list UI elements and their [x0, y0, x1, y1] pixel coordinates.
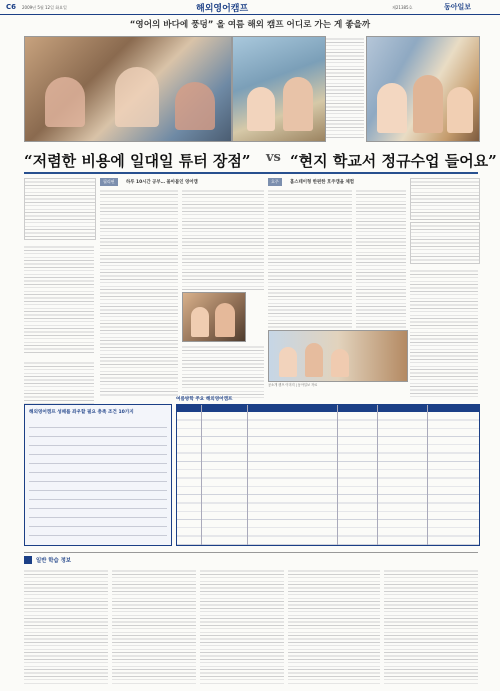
photo-classroom-left	[24, 36, 232, 142]
banner-icon	[24, 556, 32, 564]
info-box	[410, 178, 480, 220]
bottom-article-column	[384, 568, 478, 684]
photo-person	[115, 67, 159, 127]
page-subheadline: “영어의 바다에 풍덩” 올 여름 해외 캠프 어디로 가는 게 좋을까	[129, 20, 371, 30]
table-col-divider	[201, 405, 202, 545]
issue-date: 2009년 5월 12일 화요일	[22, 5, 67, 10]
photo-classroom-right	[366, 36, 480, 142]
article-column	[100, 188, 178, 398]
bottom-banner-title: 일반 학습 정보	[36, 558, 71, 564]
newspaper-logo: 동아일보	[444, 3, 472, 11]
bottom-article-column	[288, 568, 380, 684]
photo-person	[215, 303, 235, 337]
photo-person	[45, 77, 85, 127]
table-header-row	[177, 405, 479, 412]
checklist-items	[29, 419, 167, 539]
info-text	[410, 268, 478, 398]
article-column	[182, 344, 264, 398]
info-text	[24, 244, 94, 354]
right-info-column	[410, 178, 478, 403]
bottom-article-column	[112, 568, 196, 684]
table-col-divider	[247, 405, 248, 545]
bottom-article-column	[200, 568, 284, 684]
photo-caption-text	[326, 36, 364, 140]
headline-right: “현지 학교서 정규수업 들어요”	[290, 152, 497, 170]
photo-person	[191, 307, 209, 337]
photo-person	[447, 87, 473, 133]
issue-number: 제21385호	[392, 5, 413, 10]
bottom-article-column	[24, 568, 108, 684]
photo-person	[247, 87, 275, 131]
table-col-divider	[337, 405, 338, 545]
photo-person	[279, 347, 297, 377]
photo-person	[305, 343, 323, 377]
table-rows	[177, 412, 479, 545]
article-column	[356, 188, 406, 328]
photo-person	[377, 83, 407, 133]
checklist-title: 해외영어캠프 성패를 좌우할 필요 충족 조건 10가지	[29, 410, 134, 415]
section-title-left: 하루 10시간 공부… 몰아붙인 영어캠	[126, 180, 198, 185]
photo-students	[182, 292, 246, 342]
headline-left: “저렴한 비용에 일대일 튜터 장점”	[24, 152, 251, 170]
section-title-right: 홈스테이형 한편한 호주캠을 체험	[290, 180, 354, 185]
page-header	[0, 0, 500, 15]
photo-homestay	[268, 330, 408, 382]
photo-caption: 공소개 캠프 이미지 | 동아일보 자료	[268, 383, 318, 387]
page-number: C6	[6, 3, 17, 11]
info-box	[410, 222, 480, 264]
photo-person	[331, 349, 349, 377]
photo-person	[413, 75, 443, 133]
camp-table	[176, 404, 480, 546]
table-title: 여름방학 주요 해외영어캠프	[176, 397, 233, 402]
table-col-divider	[377, 405, 378, 545]
country-tag-right: 호주	[268, 178, 282, 186]
article-column	[268, 188, 352, 328]
divider	[24, 552, 478, 553]
table-col-divider	[427, 405, 428, 545]
checklist-box	[24, 404, 172, 546]
article-column	[182, 188, 264, 290]
headline-vs: vs	[266, 150, 281, 165]
info-box	[24, 178, 96, 240]
photo-person	[283, 77, 313, 131]
section-title: 해외영어캠프	[196, 4, 249, 14]
photo-person	[175, 82, 215, 130]
divider	[24, 172, 478, 174]
country-tag-left: 필리핀	[100, 178, 118, 186]
photo-classroom-middle	[232, 36, 326, 142]
